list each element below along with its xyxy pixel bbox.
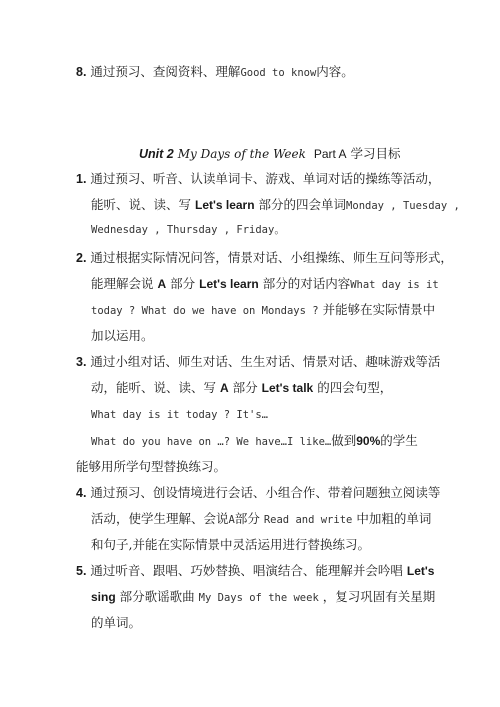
item-text-english: What do you have on …? We have…I like… (91, 436, 332, 448)
item-text: 部分的对话内容 (262, 276, 351, 291)
item-text: 通过听音、跟唱、巧妙替换、唱演结合、能理解并会吟唱 (90, 563, 403, 578)
item-1-line-1 (76, 171, 440, 187)
item-text-english: Read and write (263, 514, 353, 526)
item-text: 能听、说、读、写 (91, 197, 192, 212)
item-text-bold: Let's learn (199, 277, 259, 291)
item-text: 并能够在实际情景中 (322, 302, 436, 317)
item-number: 5. (76, 564, 87, 578)
item-text: 的学生 (380, 433, 418, 448)
item-text-english: My Days of the week (198, 592, 319, 604)
item-text: 通过预习、创设情境进行会话、小组合作、带着问题独立阅读等 (90, 485, 441, 500)
item-2-line-4 (91, 328, 154, 344)
item-4-line-2 (91, 511, 431, 528)
item-3-line-1 (76, 354, 440, 370)
item-text: 部分 (232, 380, 258, 395)
item-text: 动，能听、说、读、写 (91, 380, 217, 395)
item-text: 通过预习、查阅资料、理解 (90, 64, 241, 79)
item-3-line-3 (91, 407, 268, 423)
item-5-line-3 (91, 615, 141, 631)
item-number: 2. (76, 251, 87, 265)
item-text-bold: Let's (406, 564, 435, 578)
item-3-line-2 (91, 380, 392, 396)
heading-part: Part A (313, 147, 347, 161)
item-text: 内容。 (316, 64, 354, 79)
item-text: 做到 (331, 433, 357, 448)
item-4-line-1 (76, 485, 440, 501)
item-3-line-5 (76, 459, 226, 475)
item-number: 1. (76, 172, 87, 186)
item-text: 部分 (170, 276, 196, 291)
item-3-line-4 (91, 433, 418, 450)
item-text: 通过根据实际情况问答，情景对话、小组操练、师生互问等形式， (90, 250, 453, 265)
item-text: 能够用所学句型替换练习。 (76, 459, 227, 474)
item-text-bold: Let's talk (261, 381, 314, 395)
item-2-line-1 (76, 250, 453, 266)
heading-title: My Days of the Week (177, 147, 306, 161)
item-5-line-2 (91, 589, 435, 606)
item-number: 4. (76, 486, 87, 500)
item-1-line-3 (91, 222, 285, 238)
item-text: 中加粗的单词 (356, 511, 432, 526)
item-text: ，复习巩固有关星期 (322, 589, 436, 604)
item-4-line-3 (91, 537, 370, 553)
item-text-english: today ? What do we have on Mondays ? (91, 305, 319, 317)
item-text-english: What day is it (350, 279, 439, 291)
item-5-line-1 (76, 563, 434, 579)
item-text: 和句子,并能在实际情景中灵活运用进行替换练习。 (91, 537, 370, 552)
item-number: 8. (76, 65, 87, 79)
item-text-english: A (228, 514, 235, 526)
item-text: 部分歌谣歌曲 (119, 589, 195, 604)
item-text: 加以运用。 (91, 328, 154, 343)
item-text: 部分 (234, 511, 260, 526)
item-number: 3. (76, 355, 87, 369)
item-text: 通过小组对话、师生对话、生生对话、情景对话、趣味游戏等活 (90, 354, 441, 369)
item-text-bold: Let's learn (195, 198, 255, 212)
item-text: 部分的四会单词 (258, 197, 347, 212)
item-text-english: What day is it today ? It's… (91, 409, 269, 421)
item-text: 通过预习、听音、认读单词卡、游戏、单词对话的操练等活动， (90, 171, 441, 186)
item-text: 活动，使学生理解、会说 (91, 511, 229, 526)
item-text: 的四会句型， (317, 380, 393, 395)
heading-goal: 学习目标 (350, 146, 401, 161)
item-text: 的单词。 (91, 615, 142, 630)
item-text-bold: A (157, 277, 167, 291)
item-text-bold: A (220, 381, 229, 395)
item-text-bold: 90% (356, 434, 381, 448)
item-text-english: Wednesday , Thursday , Friday。 (91, 224, 285, 236)
item-text-bold: sing (91, 590, 116, 604)
item-2-line-3 (91, 302, 435, 319)
section-heading (139, 146, 401, 162)
item-2-line-2 (91, 276, 439, 293)
item-1-line-2 (91, 197, 460, 214)
item-text-english: Good to know (240, 67, 317, 79)
heading-unit: Unit 2 (139, 147, 174, 161)
item-8-line (76, 64, 354, 81)
item-text: 能理解会说 (91, 276, 154, 291)
item-text-english: Monday , Tuesday , (346, 200, 460, 212)
